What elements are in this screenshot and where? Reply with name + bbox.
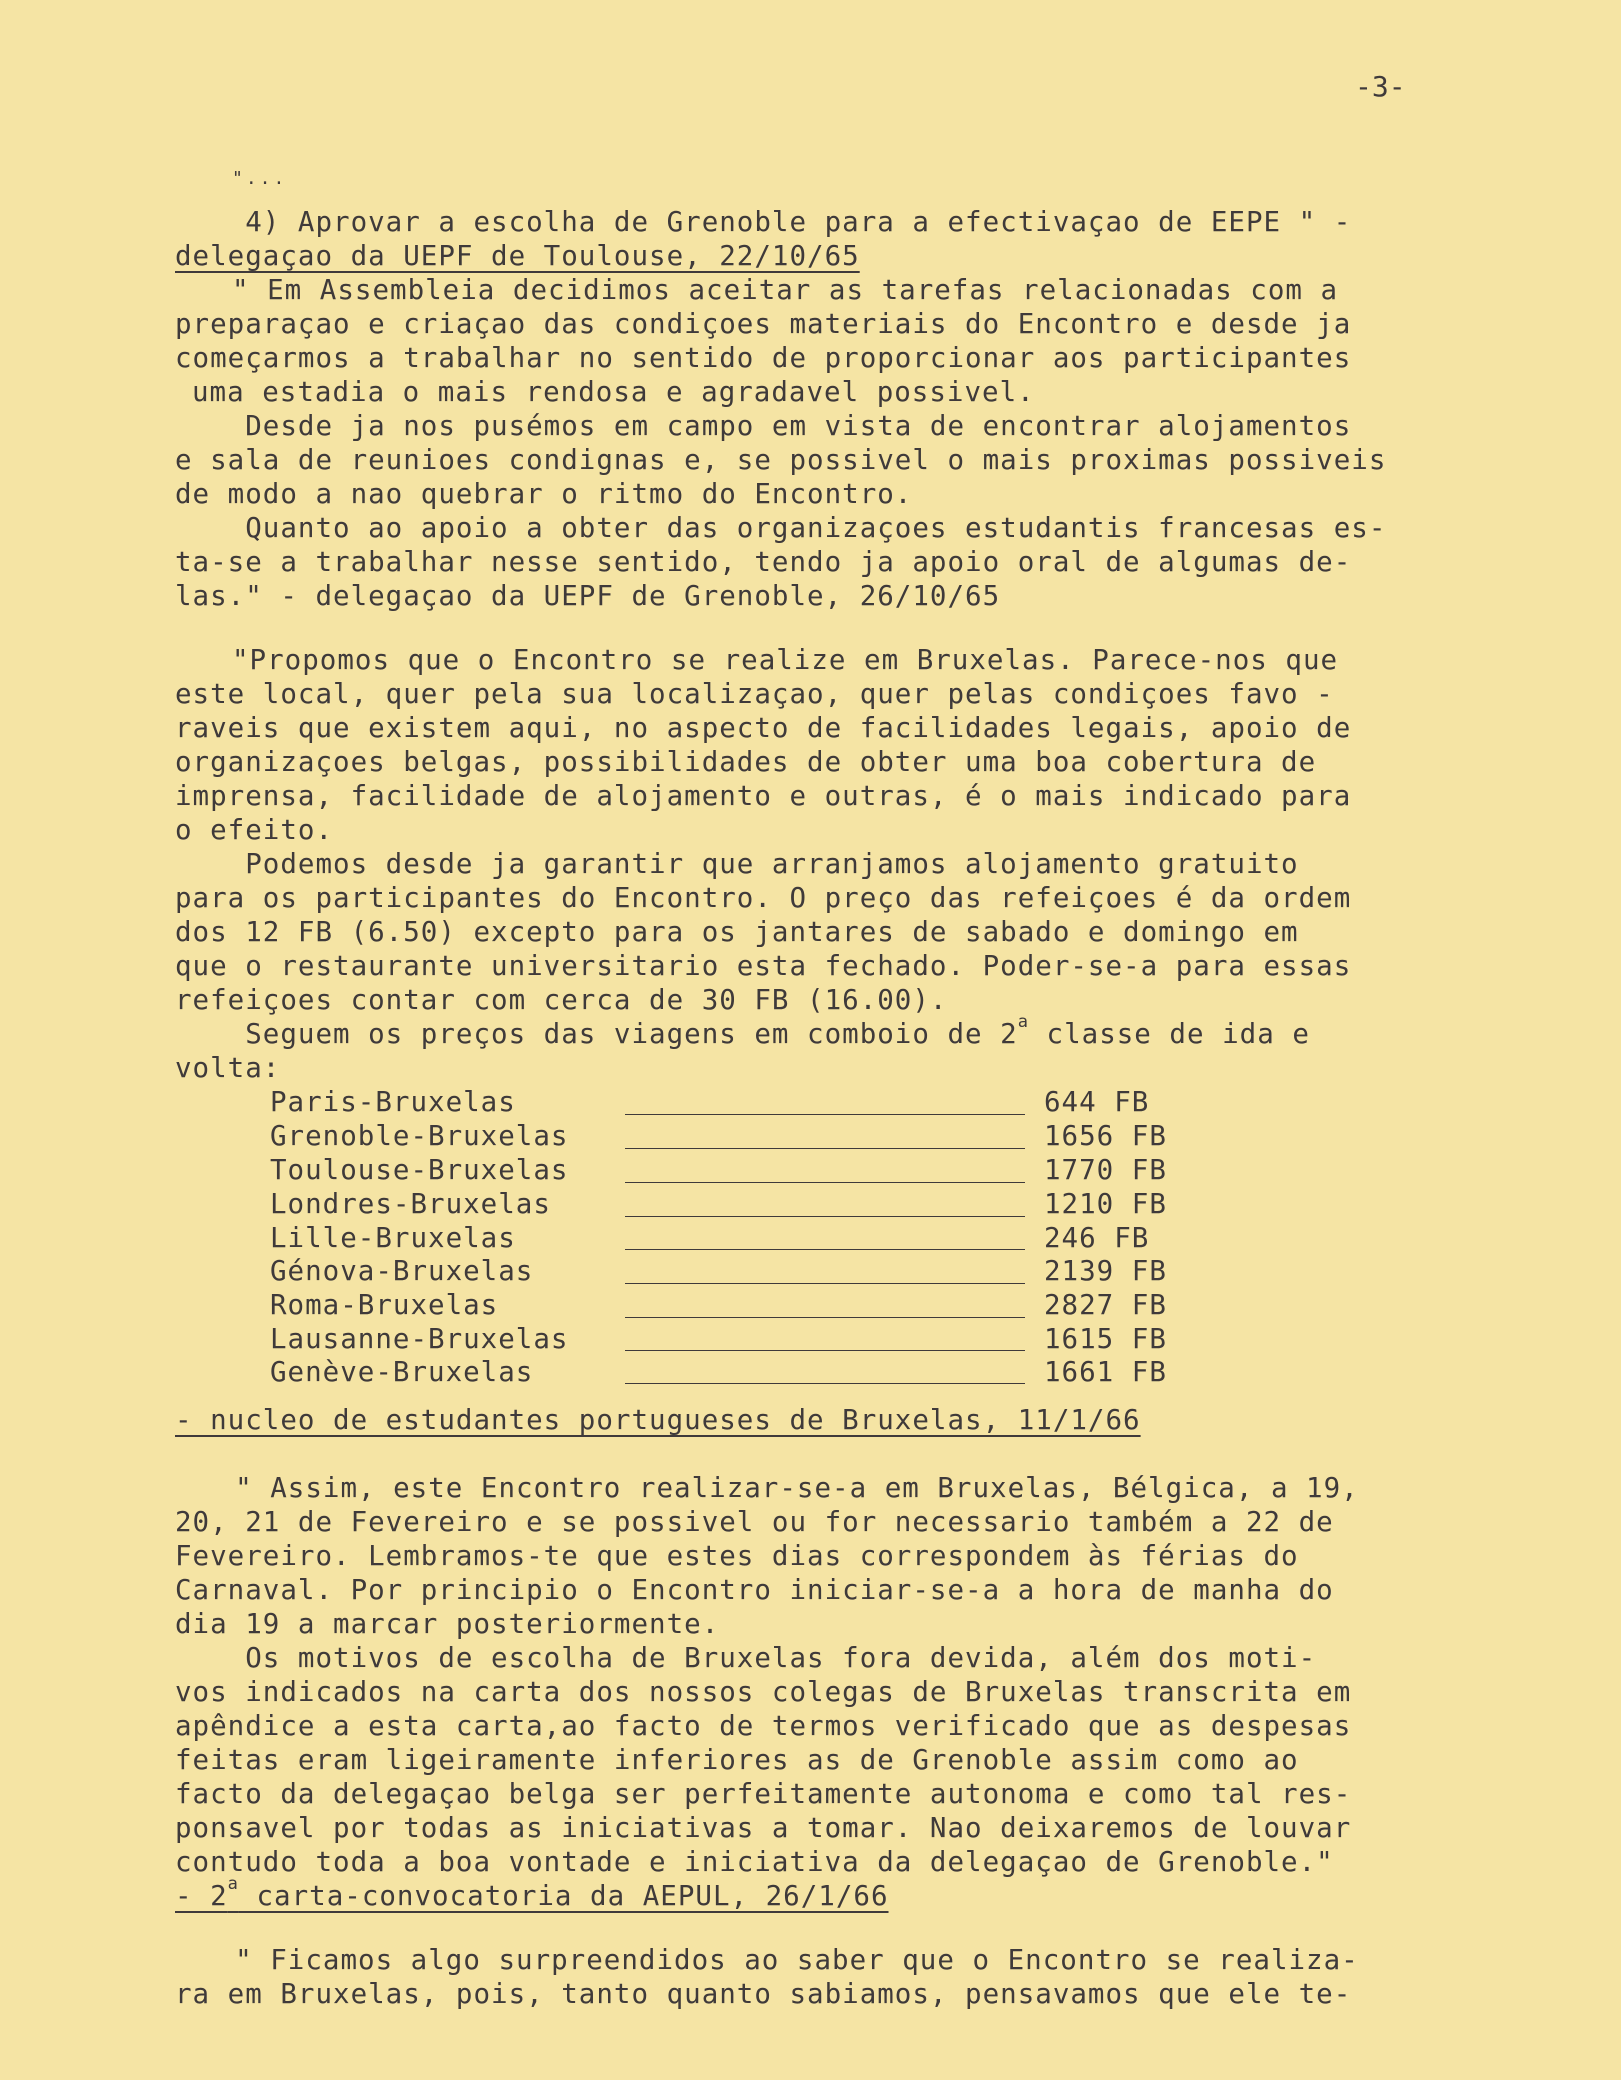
text-line: Quanto ao apoio a obter das organizaçoes estudantis francesas es- xyxy=(175,512,1387,544)
text-line: o efeito. xyxy=(175,814,334,846)
route-price: 644 FB xyxy=(1044,1086,1150,1118)
text-line: refeiçoes contar com cerca de 30 FB (16.00). xyxy=(175,984,948,1016)
text-line: que o restaurante universitario esta fechado. Poder-se-a para essas xyxy=(175,950,1352,982)
leader-line xyxy=(625,1148,1025,1149)
route-label: Londres-Bruxelas xyxy=(270,1188,551,1220)
source-citation xyxy=(175,1874,889,1917)
text-segment: Seguem os preços das viagens em comboio de 2 xyxy=(175,1018,1018,1050)
source-citation: - nucleo de estudantes portugueses de Bruxelas, 11/1/66 xyxy=(175,1404,1141,1436)
route-label: Toulouse-Bruxelas xyxy=(270,1154,569,1186)
leader-line xyxy=(625,1182,1025,1183)
text-line: vos indicados na carta dos nossos colegas de Bruxelas transcrita em xyxy=(175,1676,1352,1708)
text-line: feitas eram ligeiramente inferiores as de Grenoble assim como ao xyxy=(175,1744,1299,1776)
text-line: Podemos desde ja garantir que arranjamos alojamento gratuito xyxy=(175,848,1299,880)
route-price: 1615 FB xyxy=(1044,1323,1167,1355)
text-line: Desde ja nos pusémos em campo em vista de encontrar alojamentos xyxy=(175,410,1352,442)
text-line: " Em Assembleia decidimos aceitar as tarefas relacionadas com a xyxy=(232,274,1339,306)
text-line: raveis que existem aqui, no aspecto de facilidades legais, apoio de xyxy=(175,712,1352,744)
text-line: Fevereiro. Lembramos-te que estes dias correspondem às férias do xyxy=(175,1540,1299,1572)
route-label: Lille-Bruxelas xyxy=(270,1222,516,1254)
text-line: este local, quer pela sua localizaçao, quer pelas condiçoes favo - xyxy=(175,678,1334,710)
text-line: ta-se a trabalhar nesse sentido, tendo ja apoio oral de algumas de- xyxy=(175,546,1352,578)
superscript: a xyxy=(1017,1012,1029,1032)
leader-line xyxy=(625,1283,1025,1284)
text-line: " Ficamos algo surpreendidos ao saber que o Encontro se realiza- xyxy=(200,1944,1359,1976)
text-line: começarmos a trabalhar no sentido de proporcionar aos participantes xyxy=(175,342,1352,374)
text-line: ponsavel por todas as iniciativas a tomar. Nao deixaremos de louvar xyxy=(175,1812,1352,1844)
route-label: Grenoble-Bruxelas xyxy=(270,1120,569,1152)
text-line: volta: xyxy=(175,1052,281,1084)
text-segment: - 2 xyxy=(175,1880,228,1912)
superscript: a xyxy=(227,1874,239,1894)
text-line: imprensa, facilidade de alojamento e outras, é o mais indicado para xyxy=(175,780,1352,812)
text-line xyxy=(175,1012,1310,1055)
text-line: contudo toda a boa vontade e iniciativa da delegaçao de Grenoble." xyxy=(175,1846,1334,1878)
route-price: 246 FB xyxy=(1044,1222,1150,1254)
text-line: apêndice a esta carta,ao facto de termos verificado que as despesas xyxy=(175,1710,1352,1742)
text-segment: carta-convocatoria da AEPUL, 26/1/66 xyxy=(238,1880,889,1912)
route-price: 1656 FB xyxy=(1044,1120,1167,1152)
text-line: de modo a nao quebrar o ritmo do Encontro. xyxy=(175,478,913,510)
leader-line xyxy=(625,1249,1025,1250)
text-line: organizaçoes belgas, possibilidades de obter uma boa cobertura de xyxy=(175,746,1317,778)
source-citation: las." - delegaçao da UEPF de Grenoble, 26/10/65 xyxy=(175,580,1001,612)
route-label: Génova-Bruxelas xyxy=(270,1255,534,1287)
leader-line xyxy=(625,1216,1025,1217)
text-line: para os participantes do Encontro. O preço das refeiçoes é da ordem xyxy=(175,882,1352,914)
route-price: 2139 FB xyxy=(1044,1255,1167,1287)
leader-line xyxy=(625,1114,1025,1115)
route-label: Paris-Bruxelas xyxy=(270,1086,516,1118)
route-price: 1770 FB xyxy=(1044,1154,1167,1186)
text-line: dia 19 a marcar posteriormente. xyxy=(175,1608,720,1640)
text-line: " Assim, este Encontro realizar-se-a em Bruxelas, Bélgica, a 19, xyxy=(200,1472,1359,1504)
text-line: dos 12 FB (6.50) excepto para os jantares de sabado e domingo em xyxy=(175,916,1299,948)
text-line: Carnaval. Por principio o Encontro iniciar-se-a a hora de manha do xyxy=(175,1574,1334,1606)
text-line: preparaçao e criaçao das condiçoes materiais do Encontro e desde ja xyxy=(175,308,1352,340)
leader-line xyxy=(625,1317,1025,1318)
route-price: 1210 FB xyxy=(1044,1188,1167,1220)
text-line: ra em Bruxelas, pois, tanto quanto sabiamos, pensavamos que ele te- xyxy=(175,1978,1352,2010)
text-line: 4) Aprovar a escolha de Grenoble para a efectivaçao de EEPE " - xyxy=(175,206,1352,238)
page-number: -3- xyxy=(1355,70,1406,103)
text-segment: classe de ida e xyxy=(1028,1018,1310,1050)
source-citation: delegaçao da UEPF de Toulouse, 22/10/65 xyxy=(175,240,860,272)
text-line: 20, 21 de Fevereiro e se possivel ou for necessario também a 22 de xyxy=(175,1506,1334,1538)
text-line: "Propomos que o Encontro se realize em Bruxelas. Parece-nos que xyxy=(232,644,1339,676)
leader-line xyxy=(625,1383,1025,1384)
route-label: Genève-Bruxelas xyxy=(270,1356,534,1388)
route-label: Roma-Bruxelas xyxy=(270,1289,499,1321)
route-price: 1661 FB xyxy=(1044,1356,1167,1388)
leader-line xyxy=(625,1350,1025,1351)
text-line: Os motivos de escolha de Bruxelas fora devida, além dos moti- xyxy=(175,1642,1317,1674)
text-line: e sala de reunioes condignas e, se possivel o mais proximas possiveis xyxy=(175,444,1387,476)
continuation-mark: "... xyxy=(232,168,288,189)
text-line: uma estadia o mais rendosa e agradavel possivel. xyxy=(192,376,1035,408)
text-line: facto da delegaçao belga ser perfeitamente autonoma e como tal res- xyxy=(175,1778,1352,1810)
route-price: 2827 FB xyxy=(1044,1289,1167,1321)
route-label: Lausanne-Bruxelas xyxy=(270,1323,569,1355)
